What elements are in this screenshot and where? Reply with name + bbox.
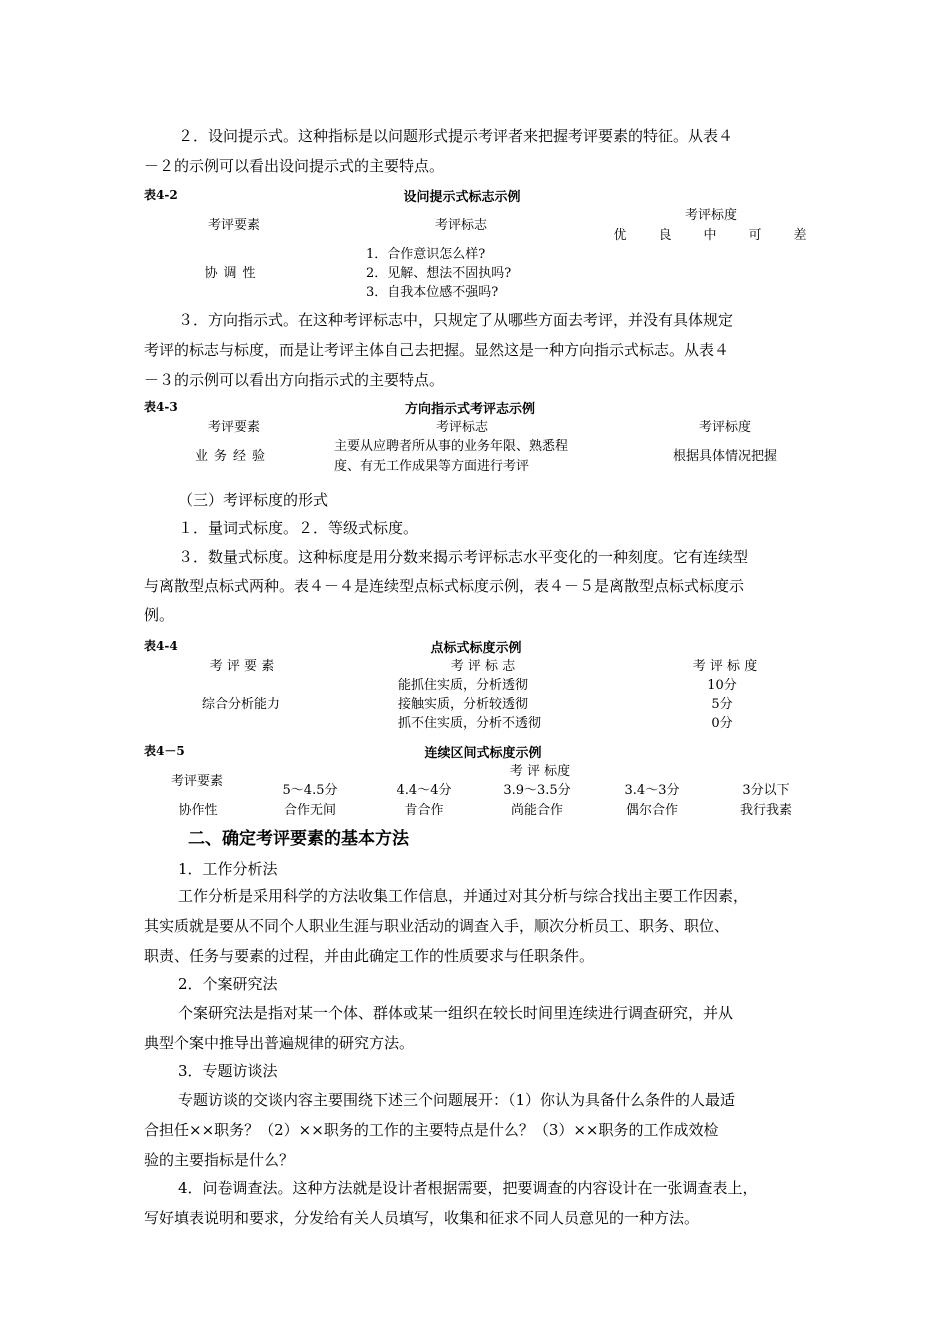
method2-line2: 典型个案中推导出普遍规律的研究方法。: [144, 1034, 415, 1052]
method4-line2: 写好填表说明和要求，分发给有关人员填写，收集和征求不同人员意见的一种方法。: [144, 1209, 700, 1227]
table44-header-scale: 考 评 标 度: [692, 659, 758, 674]
table45-level: 肯合作: [404, 803, 444, 818]
method4-line1: 4．问卷调查法。这种方法就是设计者根据需要，把要调查的内容设计在一张调查表上，: [178, 1179, 758, 1197]
table42-grade: 良: [658, 228, 672, 243]
method1-line1: 工作分析是采用科学的方法收集工作信息，并通过对其分析与综合找出主要工作因素，: [178, 887, 749, 905]
table42-grade: 优: [613, 228, 627, 243]
table45-range: 3分以下: [742, 783, 790, 798]
table45-level: 偶尔合作: [625, 803, 679, 818]
method3-line1: 专题访谈的交谈内容主要围绕下述三个问题展开：（1）你认为具备什么条件的人最适: [178, 1091, 736, 1109]
table43-indicator-line1: 主要从应聘者所从事的业务年限、熟悉程: [334, 439, 569, 454]
table44-row-score: 5分: [711, 697, 733, 712]
method2-line1: 个案研究法是指对某一个体、群体或某一组织在较长时间里连续进行调查研究，并从: [178, 1004, 734, 1022]
table44-label: 表4-4: [144, 639, 178, 653]
method1-line2: 其实质就是要从不同个人职业生涯与职业活动的调查入手，顺次分析员工、职务、职位、: [144, 917, 730, 935]
table45-range: 3.4～3分: [624, 783, 680, 798]
table44-header-indicator: 考 评 标 志: [450, 659, 516, 674]
table42-item: 2．见解、想法不固执吗?: [366, 266, 512, 281]
table43-label: 表4-3: [144, 400, 178, 414]
table45-label: 表4－5: [144, 744, 185, 758]
table43-indicator-line2: 度、有无工作成果等方面进行考评: [334, 459, 530, 474]
table43-factor: 业务经验: [194, 449, 272, 464]
section3-para-line2: 与离散型点标式两种。表４－４是连续型点标式标度示例，表４－５是离散型点标式标度示: [144, 577, 745, 595]
table42-item: 3．自我本位感不强吗?: [366, 285, 499, 300]
table45-header-factor: 考评要素: [170, 774, 224, 789]
section3-line1: １．量词式标度。２．等级式标度。: [178, 519, 419, 537]
method1-title: 1．工作分析法: [178, 860, 278, 878]
table42-factor: 协调性: [204, 266, 262, 281]
table45-range: 4.4～4分: [396, 783, 452, 798]
table42-title: 设问提示式标志示例: [403, 190, 521, 205]
table42-label: 表4-2: [144, 188, 178, 202]
table43-scale: 根据具体情况把握: [672, 449, 778, 464]
table44-row-indicator: 接触实质，分析较透彻: [398, 697, 529, 712]
table43-header-scale: 考评标度: [698, 420, 752, 435]
table42-header-factor: 考评要素: [207, 218, 261, 233]
table42-grade: 可: [748, 228, 762, 243]
table44-factor: 综合分析能力: [201, 697, 281, 712]
table43-title: 方向指示式考评志示例: [404, 402, 536, 417]
table42-grade: 差: [793, 228, 807, 243]
table44-header-factor: 考 评 要 素: [209, 659, 275, 674]
method2-title: 2．个案研究法: [178, 975, 278, 993]
table42-header-indicator: 考评标志: [434, 218, 488, 233]
table45-factor: 协作性: [178, 803, 218, 818]
table45-level: 合作无间: [283, 803, 337, 818]
method1-line3: 职责、任务与要素的过程，并由此确定工作的性质要求与任职条件。: [144, 947, 595, 965]
para2-line3: －３的示例可以看出方向指示式的主要特点。: [144, 371, 445, 389]
method3-line2: 合担任××职务？（2）××职务的工作的主要特点是什么？（3）××职务的工作成效检: [144, 1121, 719, 1139]
table42-grade: 中: [703, 228, 717, 243]
table45-range: 5～4.5分: [282, 783, 338, 798]
table43-header-factor: 考评要素: [207, 420, 261, 435]
table44-row-indicator: 抓不住实质，分析不透彻: [398, 716, 542, 731]
section2-heading: 二、确定考评要素的基本方法: [188, 829, 409, 849]
method3-title: 3．专题访谈法: [178, 1062, 278, 1080]
table45-header-scale: 考 评 标度: [509, 764, 571, 779]
table44-row-indicator: 能抓住实质，分析透彻: [398, 678, 529, 693]
para2-line1: ３．方向指示式。在这种考评标志中，只规定了从哪些方面去考评，并没有具体规定: [178, 311, 734, 329]
para1-line1: ２．设问提示式。这种指标是以问题形式提示考评者来把握考评要素的特征。从表４: [178, 127, 734, 145]
table44-title: 点标式标度示例: [430, 641, 522, 656]
table42-item: 1．合作意识怎么样?: [366, 247, 486, 262]
section3-heading: （三）考评标度的形式: [178, 491, 329, 509]
table45-range: 3.9～3.5分: [503, 783, 571, 798]
section3-para-line3: 例。: [144, 606, 175, 624]
table45-level: 我行我素: [739, 803, 793, 818]
table44-row-score: 0分: [711, 716, 733, 731]
para1-line2: －２的示例可以看出设问提示式的主要特点。: [144, 157, 445, 175]
table44-row-score: 10分: [707, 678, 737, 693]
section3-para-line1: ３．数量式标度。这种标度是用分数来揭示考评标志水平变化的一种刻度。它有连续型: [178, 548, 749, 566]
para2-line2: 考评的标志与标度，而是让考评主体自己去把握。显然这是一种方向指示式标志。从表４: [144, 341, 730, 359]
table45-title: 连续区间式标度示例: [424, 746, 542, 761]
table42-header-scale: 考评标度: [684, 208, 738, 223]
table43-header-indicator: 考评标志: [435, 420, 489, 435]
table45-level: 尚能合作: [510, 803, 564, 818]
method3-line3: 验的主要指标是什么？: [144, 1151, 295, 1169]
